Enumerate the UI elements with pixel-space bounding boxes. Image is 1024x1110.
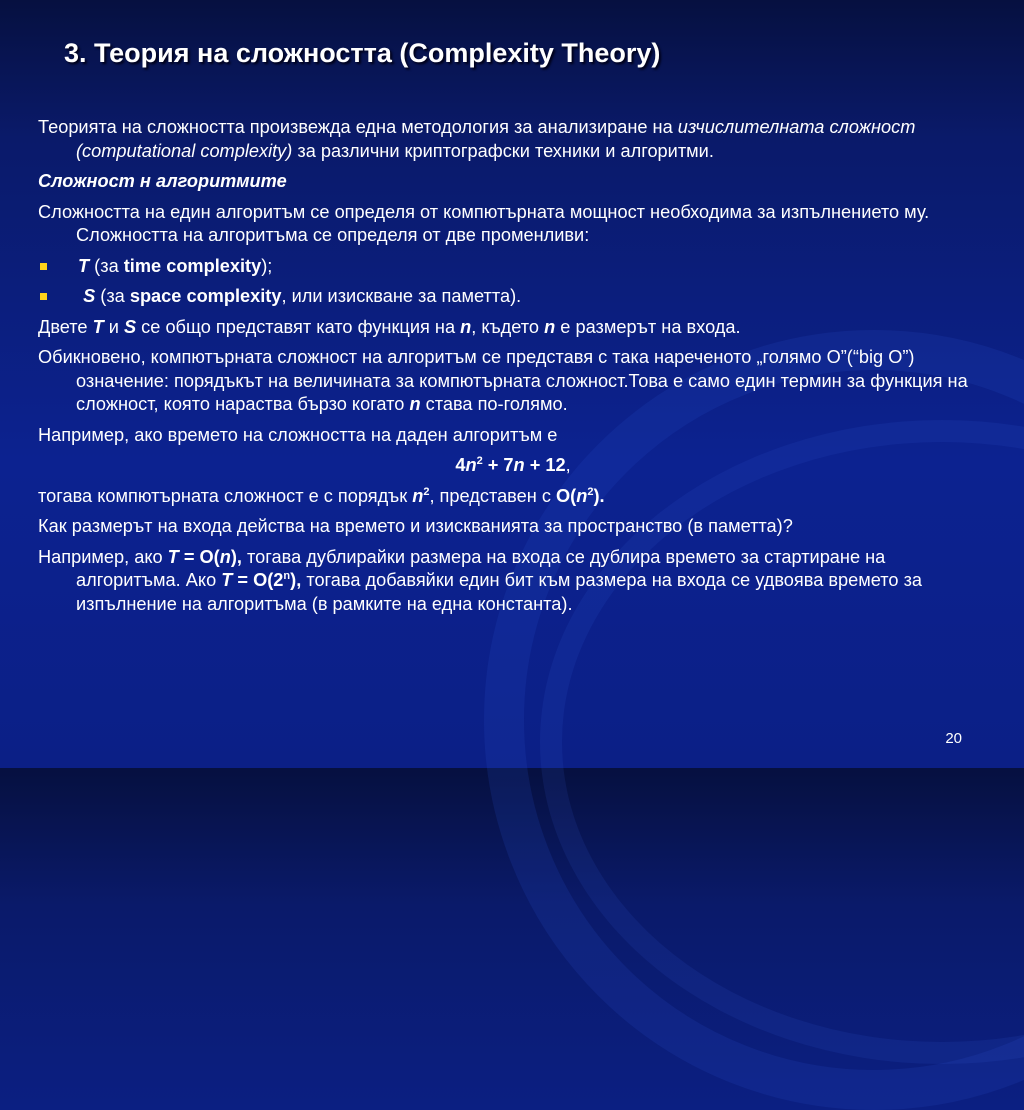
exponent: n	[283, 569, 291, 582]
paragraph-question: Как размерът на входа действа на времето и изискванията за пространство (в паметта)?	[38, 516, 793, 536]
paragraph-intro	[38, 116, 988, 163]
paragraph-function-of-n	[38, 316, 988, 340]
intro-text: Теорията на сложността произвежда една методология за анализиране на	[38, 117, 678, 137]
big-o: = O(2	[232, 570, 284, 590]
symbol-n: n	[412, 485, 424, 506]
big-o-close: ).	[593, 485, 605, 506]
symbol-n: n	[409, 394, 421, 414]
page-number: 20	[945, 730, 962, 747]
bullet-square-icon	[40, 293, 47, 300]
text: Двете	[38, 316, 93, 337]
text: и	[103, 316, 124, 337]
text: Обикновено, компютърната сложност на алгоритъм се представя с така нареченото „голямо O”(“big O”) означение: порядъкът на величината за компютърната сложност.Това е само един термин за функция на сложност, която нараства бързо когато	[38, 347, 968, 414]
bullet-text-a: (за	[89, 255, 124, 276]
bullet-text	[78, 285, 521, 309]
text: тогава дублирайки размера на входа се дублира времето за стартиране на алгоритъма. Ако	[76, 546, 886, 590]
symbol-t: T	[167, 546, 179, 567]
paragraph-big-o	[38, 346, 988, 417]
text: Например, ако	[38, 546, 168, 567]
bullet-text-a: (за	[95, 286, 130, 306]
slide-title: 3. Теория на сложността (Complexity Theory)	[64, 38, 661, 68]
symbol-n: n	[576, 485, 588, 506]
section-heading: Сложност н алгоритмите	[38, 171, 287, 191]
symbol-s: S	[83, 286, 96, 306]
intro-text-end: за различни криптографски техники и алгоритми.	[292, 140, 714, 161]
text: тогава компютърната сложност е с порядък	[38, 485, 413, 506]
bullet-square-icon	[40, 263, 47, 270]
symbol-n: n	[465, 455, 477, 475]
paragraph-order	[38, 485, 988, 509]
symbol-n: n	[513, 455, 525, 475]
paragraph-example-intro: Например, ако времето на сложността на даден алгоритъм е	[38, 424, 558, 445]
exponent: 2	[587, 485, 594, 498]
symbol-s: S	[123, 316, 137, 337]
slide-body	[38, 116, 988, 623]
paragraph-example-doubling	[38, 546, 988, 617]
bullet-space-complexity	[38, 285, 988, 309]
symbol-n: n	[544, 316, 556, 337]
symbol-t: T	[92, 316, 104, 337]
symbol-n: n	[460, 316, 472, 337]
bullet-text	[78, 255, 272, 279]
exponent: 2	[423, 485, 430, 498]
text: , представен с	[429, 485, 557, 506]
term-time-complexity: time complexity	[123, 255, 262, 276]
text: , където	[471, 316, 545, 337]
bullet-time-complexity	[38, 255, 988, 279]
exponent: 2	[476, 454, 483, 467]
big-o: = O(	[178, 546, 220, 567]
big-o: O(	[556, 485, 577, 506]
paragraph-complexity-definition: Сложността на един алгоритъм се определя от компютърната мощност необходима за изпълнението му. Сложността на алгоритъма се определя от две променливи:	[38, 201, 930, 245]
formula-part: + 12	[524, 455, 566, 475]
symbol-t: T	[78, 255, 90, 276]
text: тогава добавяйки един бит към размера на входа се удвоява времето за изпълнение на алгоритъма (в рамките на една константа).	[76, 570, 923, 614]
term-space-complexity: space complexity	[129, 286, 282, 306]
formula	[38, 454, 988, 478]
big-o-close: ),	[230, 546, 242, 567]
symbol-t: T	[221, 570, 233, 590]
big-o-close: ),	[290, 570, 302, 590]
formula-part: + 7	[482, 455, 514, 475]
bullet-text-c: , или изискване за паметта).	[281, 286, 522, 306]
formula-part: ,	[565, 455, 571, 475]
text: става по-голямо.	[420, 394, 568, 414]
bullet-text-c: );	[261, 255, 273, 276]
symbol-n: n	[219, 546, 231, 567]
formula-part: 4	[455, 455, 466, 475]
text: е размерът на входа.	[555, 316, 741, 337]
text: се общо представят като функция на	[136, 316, 461, 337]
intro-term: изчислителната сложност (computational complexity)	[76, 117, 916, 161]
